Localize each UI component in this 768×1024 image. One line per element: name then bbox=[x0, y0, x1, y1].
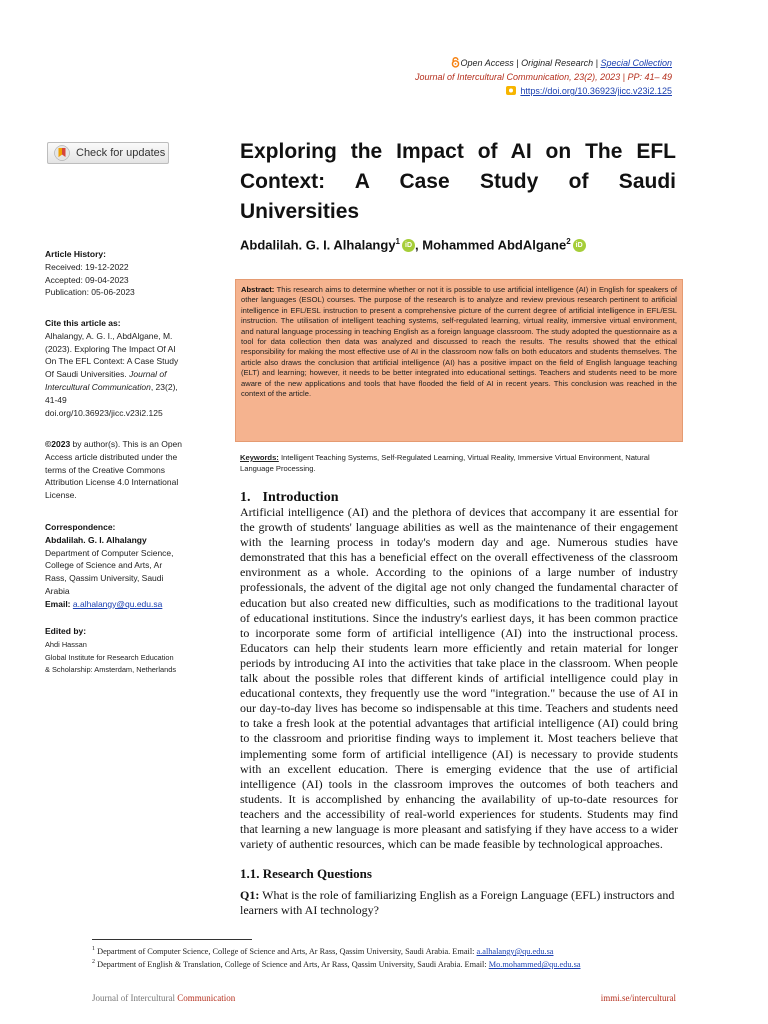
accepted-date: Accepted: 09-04-2023 bbox=[45, 274, 129, 285]
editor-block bbox=[45, 625, 177, 676]
check-for-updates-label: Check for updates bbox=[76, 147, 166, 159]
author-list bbox=[240, 237, 586, 252]
footer-journal-name-b: Communication bbox=[177, 993, 236, 1003]
article-history bbox=[45, 248, 195, 299]
footnote-2-email-link[interactable]: Mo.mohammed@qu.edu.sa bbox=[488, 959, 581, 969]
edited-by-heading: Edited by: bbox=[45, 626, 87, 636]
author-1-affiliation-mark: 1 bbox=[395, 237, 400, 246]
footnote-1-text: Department of Computer Science, College of Science and Arts, Ar Rass, Qassim University, Saudi Arabia. Email: bbox=[95, 946, 477, 956]
header-separator: | bbox=[593, 58, 601, 68]
correspondence-email-link[interactable]: a.alhalangy@qu.edu.sa bbox=[72, 598, 163, 609]
article-history-heading: Article History: bbox=[45, 249, 106, 259]
footer-journal-name-a: Journal of Intercultural bbox=[92, 993, 178, 1003]
footer-website[interactable]: immi.se/intercultural bbox=[600, 993, 676, 1003]
author-2-name: Mohammed AbdAlgane bbox=[422, 237, 567, 253]
footnote-divider bbox=[92, 939, 252, 940]
research-question-1 bbox=[240, 888, 678, 918]
check-for-updates-button[interactable] bbox=[47, 142, 169, 164]
correspondence-block bbox=[45, 521, 185, 611]
doi-link[interactable]: https://doi.org/10.36923/jicc.v23i2.125 bbox=[520, 86, 672, 96]
editor-affiliation: Global Institute for Research Education & Scholarship: Amsterdam, Netherlands bbox=[45, 652, 177, 675]
footnote-1-number: 1 bbox=[92, 946, 95, 952]
crossmark-icon bbox=[54, 145, 70, 161]
doi-icon bbox=[506, 86, 516, 95]
abstract-text: This research aims to determine whether or not it is possible to use artificial intelligence (AI) in English for speakers of other languages (ESOL) courses. The purpose of the research is to analyze and review previous research pertinent to artificial intelligence in EFL/ESL instruction to present a comprehensive picture of the current degree of artificial intelligence in EFL/ESL instruction. The utilisation of intelligent teaching systems, self-regulated learning, virtual reality, immersive virtual environment, and natural language processing in teaching English as a foreign language classroom. The study adopted the questionnaire as a tool for data collection then data was analyzed and discussed to reach the results. The results showed that the ethical responsibility for making the most effective use of AI in the classroom now falls on both educators and students themselves. The article also draws the conclusion that artificial intelligence (AI) has a positive impact on the field of English language teaching (ELT) and learning; however, it needs to be better integrated into educational settings. Teachers and students need to be more aware of the new applications and tools that have flooded the field of AI in recent years. This conclusion was reached in the context of the article. bbox=[241, 285, 677, 399]
keywords-label: Keywords: bbox=[240, 453, 279, 462]
cite-text: Alhalangy, A. G. I., AbdAlgane, M. (2023). Exploring The Impact Of AI On The EFL Context: A Case Study Of Saudi Universities. bbox=[45, 330, 179, 380]
copyright-text: by author(s). This is an Open Access article distributed under the terms of the Creative Commons Attribution License 4.0 International License. bbox=[45, 439, 182, 501]
footer-journal-name bbox=[92, 993, 235, 1003]
publication-date: Publication: 05-06-2023 bbox=[45, 287, 135, 298]
received-date: Received: 19-12-2022 bbox=[45, 261, 129, 272]
header-separator: | bbox=[513, 58, 522, 68]
editor-name: Ahdi Hassan bbox=[45, 639, 87, 649]
correspondence-department: Department of Computer Science, College of Science and Arts, Ar Rass, Qassim University, Saudi Arabia bbox=[45, 547, 174, 596]
journal-name: Journal of Intercultural Communication bbox=[415, 72, 570, 82]
footnote-2-text: Department of English & Translation, College of Science and Arts, Ar Rass, Qassim University, Saudi Arabia. Email: bbox=[95, 959, 489, 969]
citation-block bbox=[45, 317, 185, 419]
author-2-affiliation-mark: 2 bbox=[566, 237, 571, 246]
section-heading-introduction bbox=[240, 490, 338, 506]
abstract-box bbox=[235, 279, 683, 442]
journal-details: , 23(2), 2023 | PP: 41– 49 bbox=[569, 72, 672, 82]
orcid-icon[interactable]: iD bbox=[402, 239, 415, 252]
orcid-icon[interactable]: iD bbox=[573, 239, 586, 252]
footnote-2 bbox=[92, 957, 682, 970]
title-line-1: Exploring the Impact of AI on The EFL bbox=[240, 140, 676, 163]
keywords-text: Intelligent Teaching Systems, Self-Regulated Learning, Virtual Reality, Immersive Virtual Environment, Natural Language Processing. bbox=[240, 453, 650, 473]
article-title bbox=[240, 137, 676, 227]
q1-label: Q1: bbox=[240, 888, 260, 902]
title-line-3: Universities bbox=[240, 200, 360, 223]
footnotes bbox=[92, 944, 682, 970]
cite-journal: Journal of Intercultural Communication bbox=[45, 369, 167, 392]
email-label: Email: bbox=[45, 598, 71, 609]
header-line-1 bbox=[415, 56, 672, 70]
correspondence-heading: Correspondence: bbox=[45, 522, 116, 532]
special-collection-link[interactable]: Special Collection bbox=[600, 58, 672, 68]
journal-header bbox=[415, 56, 672, 98]
author-1-name: Abdalilah. G. I. Alhalangy bbox=[240, 237, 396, 253]
copyright-block bbox=[45, 438, 183, 502]
correspondence-name: Abdalilah. G. I. Alhalangy bbox=[45, 534, 147, 545]
section-heading-research-questions: 1.1. Research Questions bbox=[240, 866, 372, 881]
cite-heading: Cite this article as: bbox=[45, 318, 121, 328]
footnote-2-number: 2 bbox=[92, 959, 95, 966]
copyright-year: ©2023 bbox=[45, 439, 71, 449]
q1-text: What is the role of familiarizing English as a Foreign Language (EFL) instructors and learners with AI technology? bbox=[240, 888, 675, 918]
introduction-body: Artificial intelligence (AI) and the plethora of devices that accompany it are essential for the growth of students' language abilities as well as the maintenance of their engagement with the learning process in today's modern day and age. Numerous studies have demonstrated that this has a beneficial effect on the overall effectiveness of the classroom environment as a whole. According to the opinions of a large number of industry professionals, the advent of the digital age not only changed the fundamental character of education but also created new difficulties, such as modifications to the traditional layout of educational institutions. Since the industry's earliest days, it has been common practice to incorporate some form of artificial intelligence (AI) into the instructional process. Educators can help their students learn more efficiently and retain material for longer periods by introducing AI into the activities that take place in the classroom. When people talk about the possible roles that different kinds of artificial intelligence could play in educational contexts, they frequently use the word "integration." because the use of AI in our day-to-day lives has become so indispensable at this time. Teachers and students need to take a fresh look at the potential advantages that artificial intelligence (AI) could bring to the classroom and prioritise finding ways to implement it. Most teachers believe that implementing some form of artificial intelligence (AI) is necessary to provide students with an excellent education. There is emerging evidence that the use of artificial intelligence (AI) tools in the classroom improves the outcomes of both teachers and students. It is accomplished by enhancing the availability of up-to-date resources for teachers and the accessibility of real-world experiences for students. Students may find that learning a new language is more pleasant and satisfying if they have access to a wider variety of authentic resources, which can be made feasible by technological approaches. bbox=[240, 505, 678, 852]
author-separator: , bbox=[415, 237, 423, 253]
cite-doi: doi.org/10.36923/jicc.v23i2.125 bbox=[45, 407, 163, 418]
section-number: 1. bbox=[240, 490, 251, 505]
footnote-1-email-link[interactable]: a.alhalangy@qu.edu.sa bbox=[476, 946, 554, 956]
keywords bbox=[240, 453, 680, 474]
header-line-2 bbox=[415, 70, 672, 84]
cite-details: , 23(2), 41-49 bbox=[45, 381, 178, 405]
open-access-icon bbox=[451, 57, 460, 68]
header-line-3 bbox=[415, 84, 672, 98]
title-line-2: Context: A Case Study of Saudi bbox=[240, 170, 676, 193]
article-type: Original Research bbox=[521, 58, 594, 68]
footnote-1 bbox=[92, 944, 682, 957]
section-title: Introduction bbox=[262, 490, 339, 505]
abstract-label: Abstract: bbox=[241, 285, 275, 294]
open-access-label: Open Access bbox=[460, 58, 514, 68]
